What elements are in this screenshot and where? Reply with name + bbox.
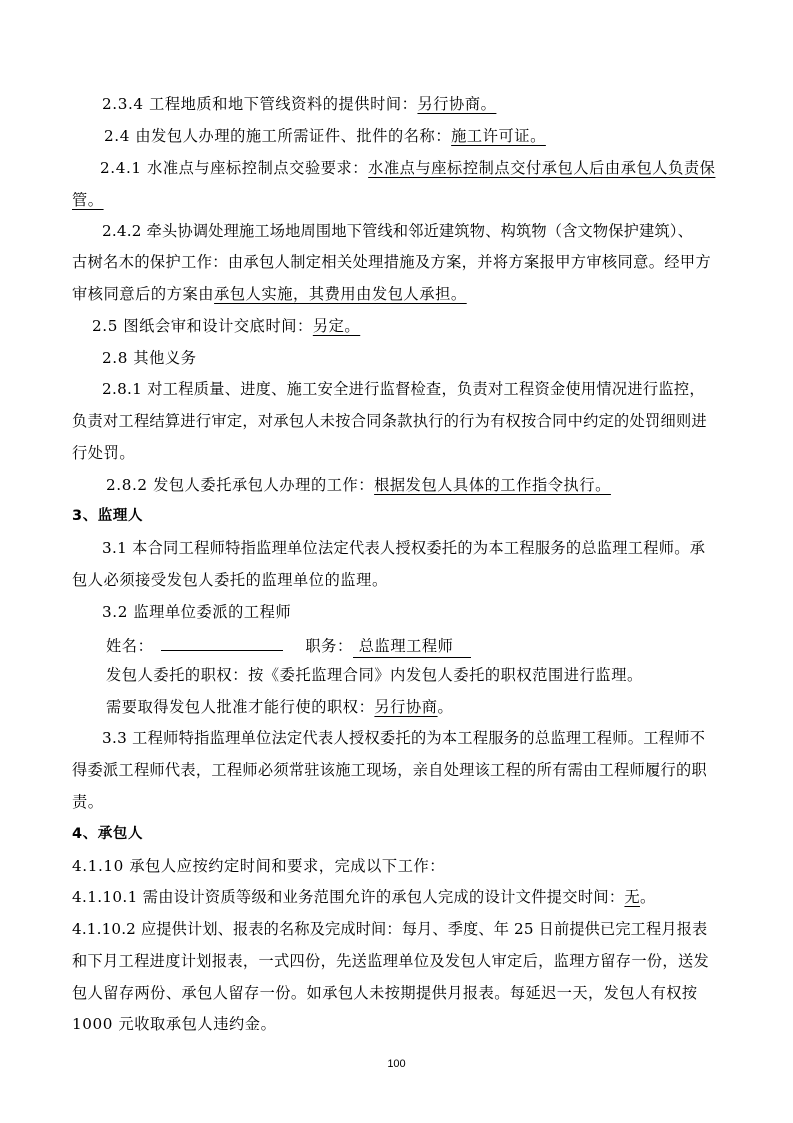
text: 2.4 由发包人办理的施工所需证件、批件的名称：	[104, 127, 452, 145]
text: 负责对工程结算进行审定，对承包人未按合同条款执行的行为有权按合同中约定的处罚细则进	[72, 412, 707, 430]
text: 包人必须接受发包人委托的监理单位的监理。	[72, 571, 388, 589]
paragraph-3-1	[102, 537, 705, 559]
text: 古树名木的保护工作：由承包人制定相关处理措施及方案，并将方案报甲方审核同意。经甲方	[72, 253, 712, 271]
paragraph-2-4	[104, 125, 546, 147]
paragraph-2-4-2-line3	[72, 283, 467, 305]
text: 3.2 监理单位委派的工程师	[102, 603, 292, 621]
paragraph-2-5	[92, 315, 360, 337]
paragraph-4-1-10-2	[72, 918, 707, 940]
paragraph-3-2-fields	[106, 632, 471, 658]
section-heading-4	[72, 823, 143, 845]
underlined-value: 另定。	[312, 317, 361, 335]
text: 责。	[72, 793, 104, 811]
paragraph-3-3-line2	[72, 759, 707, 781]
paragraph-2-8-1	[102, 378, 705, 400]
text: 3.1 本合同工程师特指监理单位法定代表人授权委托的为本工程服务的总监理工程师。承	[102, 539, 706, 557]
page-number: 100	[387, 1058, 406, 1070]
paragraph-4-1-10	[72, 855, 445, 877]
paragraph-3-2-authority	[106, 664, 643, 686]
text: 发包人委托的职权：按《委托监理合同》内发包人委托的职权范围进行监理。	[106, 666, 643, 684]
paragraph-4-1-10-2-line4	[72, 1013, 276, 1035]
paragraph-4-1-10-2-line3	[72, 982, 698, 1004]
text: 1000 元收取承包人违约金。	[72, 1015, 277, 1033]
paragraph-3-2-approval	[106, 696, 453, 718]
text: 2.8.2 发包人委托承包人办理的工作：	[106, 476, 375, 494]
paragraph-2-3-4	[102, 93, 496, 115]
paragraph-2-8	[102, 347, 197, 369]
paragraph-2-8-2	[106, 474, 611, 496]
heading-text: 4、承包人	[72, 826, 144, 842]
underlined-value: 水准点与座标控制点交付承包人后由承包人负责保	[368, 159, 716, 177]
paragraph-4-1-10-2-line2	[72, 950, 709, 972]
paragraph-3-3-line3	[72, 791, 104, 813]
text: 3.3 工程师特指监理单位法定代表人授权委托的为本工程服务的总监理工程师。工程师不	[102, 729, 706, 747]
text: 和下月工程进度计划报表，一式四份，先送监理单位及发包人审定后，监理方留存一份，送发	[72, 952, 710, 970]
text: 。	[437, 698, 454, 716]
underlined-value: 管。	[72, 191, 104, 209]
position-label: 职务：	[305, 637, 353, 655]
section-heading-3	[72, 505, 143, 527]
text: 4.1.10.1 需由设计资质等级和业务范围允许的承包人完成的设计文件提交时间：	[72, 888, 625, 906]
paragraph-3-2	[102, 601, 291, 623]
paragraph-4-1-10-1	[72, 886, 656, 908]
text: 审核同意后的方案由	[72, 285, 215, 303]
text: 2.8.1 对工程质量、进度、施工安全进行监督检查，负责对工程资金使用情况进行监控，	[102, 380, 705, 398]
text: 4.1.10.2 应提供计划、报表的名称及完成时间：每月、季度、年 25 日前提供已完工程月报表	[72, 920, 708, 938]
paragraph-2-4-2	[102, 220, 693, 242]
text: 4.1.10 承包人应按约定时间和要求，完成以下工作：	[72, 857, 446, 875]
paragraph-3-3	[102, 727, 705, 749]
text: 2.5 图纸会审和设计交底时间：	[92, 317, 313, 335]
underlined-value: 另行协商	[374, 698, 438, 716]
text: 。	[639, 888, 656, 906]
underlined-value: 另行协商。	[417, 95, 497, 113]
text: 行处罚。	[72, 444, 136, 462]
name-label: 姓名：	[106, 637, 154, 655]
heading-text: 3、监理人	[72, 508, 144, 524]
text: 2.3.4 工程地质和地下管线资料的提供时间：	[102, 95, 418, 113]
underlined-value: 施工许可证。	[451, 127, 546, 145]
paragraph-2-4-1	[100, 157, 715, 179]
paragraph-2-8-1-line3	[72, 442, 135, 464]
text: 包人留存两份、承包人留存一份。如承包人未按期提供月报表。每延迟一天，发包人有权按	[72, 984, 698, 1002]
text: 2.4.1 水准点与座标控制点交验要求：	[100, 159, 369, 177]
text: 2.8 其他义务	[102, 349, 197, 367]
underlined-value: 无	[624, 888, 640, 906]
underlined-value: 根据发包人具体的工作指令执行。	[374, 476, 611, 494]
underlined-value: 承包人实施，其费用由发包人承担。	[214, 285, 467, 303]
text: 得委派工程师代表，工程师必须常驻该施工现场，亲自处理该工程的所有需由工程师履行的职	[72, 761, 707, 779]
name-blank	[161, 632, 283, 651]
paragraph-2-8-1-line2	[72, 410, 707, 432]
paragraph-3-1-line2	[72, 569, 388, 591]
text: 需要取得发包人批准才能行使的职权：	[106, 698, 375, 716]
text: 2.4.2 牵头协调处理施工场地周围地下管线和邻近建筑物、构筑物（含文物保护建筑）、	[102, 222, 694, 240]
paragraph-2-4-1-cont	[72, 189, 104, 211]
position-value: 总监理工程师	[353, 635, 472, 658]
paragraph-2-4-2-line2	[72, 251, 711, 273]
